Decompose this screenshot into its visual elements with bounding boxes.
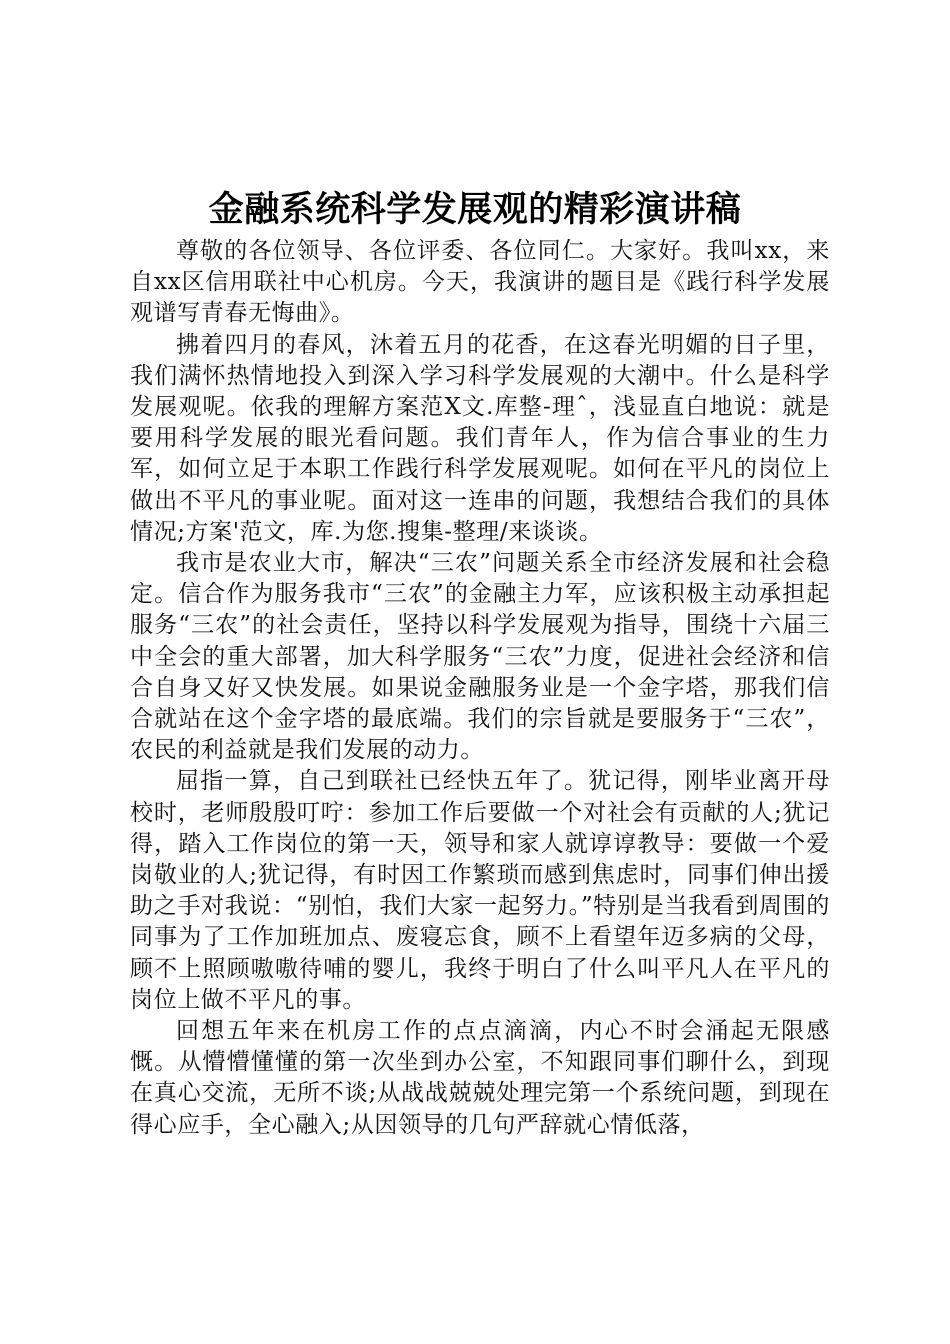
- paragraph-scientific-outlook: 拂着四月的春风，沐着五月的花香，在这春光明媚的日子里，我们满怀热情地投入到深入学习科学发展观的大潮中。什么是科学发展观呢。依我的理解方案范X文.库整-理ˆ，浅显直白地说：就是要用科学发展的眼光看问题。我们青年人，作为信合事业的生力军，如何立足于本职工作践行科学发展观呢。如何在平凡的岗位上做出不平凡的事业呢。面对这一连串的问题，我想结合我们的具体情况;方案'范文，库.为您.搜集-整理/来谈谈。: [130, 331, 830, 545]
- document-title: 金融系统科学发展观的精彩演讲稿: [208, 189, 742, 230]
- paragraph-three-rural: 我市是农业大市，解决“三农”问题关系全市经济发展和社会稳定。信合作为服务我市“三农”的金融主力军，应该积极主动承担起服务“三农”的社会责任，坚持以科学发展观为指导，围绕十六届三中全会的重大部署，加大科学服务“三农”力度，促进社会经济和信合自身又好又快发展。如果说金融服务业是一个金字塔，那我们信合就站在这个金字塔的最底端。我们的宗旨就是要服务于“三农”，农民的利益就是我们发展的动力。: [130, 550, 830, 764]
- paragraph-five-years: 屈指一算，自己到联社已经快五年了。犹记得，刚毕业离开母校时，老师殷殷叮咛：参加工作后要做一个对社会有贡献的人;犹记得，踏入工作岗位的第一天，领导和家人就谆谆教导：要做一个爱岗敬业的人;犹记得，有时因工作繁琐而感到焦虑时，同事们伸出援助之手对我说：“别怕，我们大家一起努力。”特别是当我看到周围的同事为了工作加班加点、废寝忘食，顾不上看望年迈多病的父母，顾不上照顾嗷嗷待哺的婴儿，我终于明白了什么叫平凡人在平凡的岗位上做不平凡的事。: [130, 768, 830, 1013]
- paragraph-greeting: 尊敬的各位领导、各位评委、各位同仁。大家好。我叫xx，来自xx区信用联社中心机房。今天，我演讲的题目是《践行科学发展观谱写青春无悔曲》。: [130, 238, 830, 327]
- paragraph-reflection: 回想五年来在机房工作的点点滴滴，内心不时会涌起无限感慨。从懵懵懂懂的第一次坐到办公室，不知跟同事们聊什么，到现在真心交流，无所不谈;从战战兢兢处理完第一个系统问题，到现在得心应手，全心融入;从因领导的几句严辞就心情低落，: [130, 1018, 830, 1138]
- document-body: [130, 236, 830, 1141]
